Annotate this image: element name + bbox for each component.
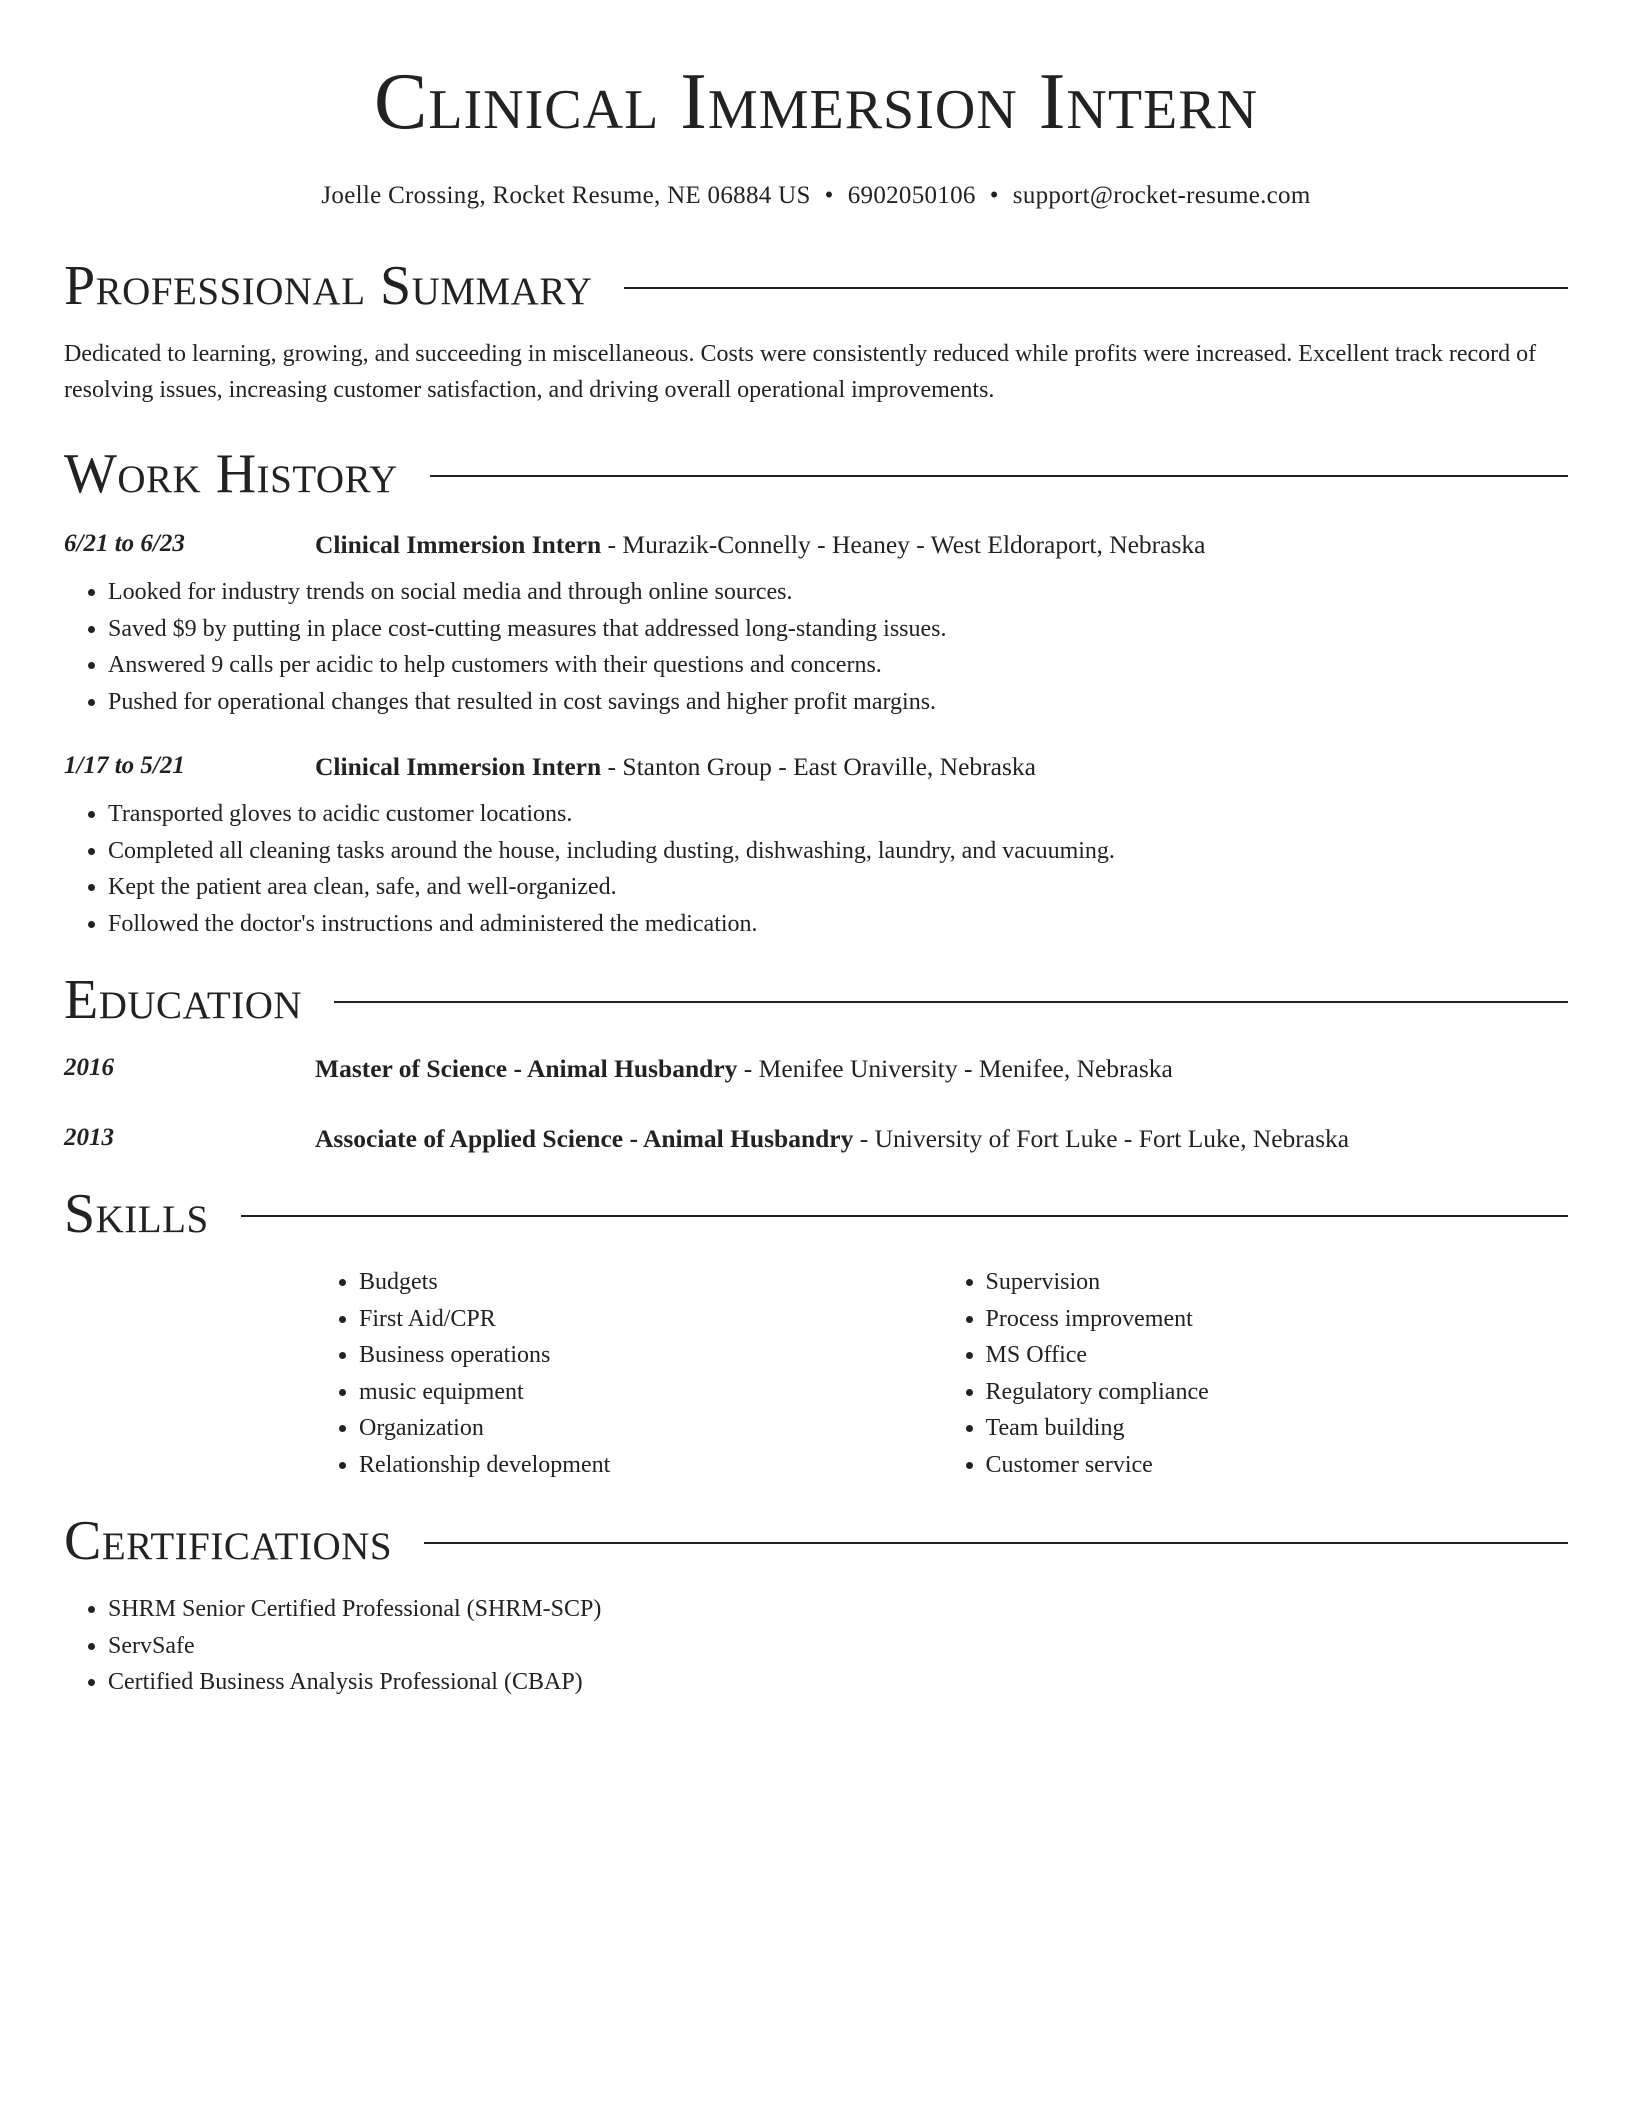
list-item: • music equipment	[359, 1374, 942, 1411]
section-divider	[334, 1001, 1568, 1003]
list-item: • ServSafe	[108, 1628, 1568, 1665]
education-heading	[315, 1054, 1568, 1084]
contact-line	[64, 182, 1568, 210]
job-role: Clinical Immersion Intern	[315, 752, 602, 781]
list-item: • Saved $9 by putting in place cost-cutting measures that addressed long-standing issues.	[108, 611, 1568, 648]
list-item: • Process improvement	[986, 1301, 1569, 1338]
contact-separator: •	[989, 182, 999, 209]
list-item: • SHRM Senior Certified Professional (SHRM-SCP)	[108, 1591, 1568, 1628]
skills-column-left	[315, 1264, 942, 1483]
certifications-list	[64, 1591, 1568, 1701]
contact-phone: 6902050106	[847, 182, 976, 209]
job-details: - Murazik-Connelly - Heaney - West Eldoraport, Nebraska	[601, 530, 1206, 559]
list-item: • Organization	[359, 1410, 942, 1447]
list-item: • Customer service	[986, 1447, 1569, 1484]
section-divider	[624, 287, 1568, 289]
skills-section-title: Skills	[64, 1183, 209, 1245]
summary-text: Dedicated to learning, growing, and succeeding in miscellaneous. Costs were consistently reduced while profits were increased. Excellent track record of resolving issues, increasing customer satisfaction, and driving overall operational improvements.	[64, 341, 1537, 403]
list-item: • Budgets	[359, 1264, 942, 1301]
list-item: • Team building	[986, 1410, 1569, 1447]
job-role: Clinical Immersion Intern	[315, 530, 602, 559]
section-divider	[424, 1542, 1568, 1544]
skills-section-header	[64, 1183, 1568, 1245]
education-degree: Associate of Applied Science - Animal Husbandry	[315, 1124, 854, 1153]
list-item: • Business operations	[359, 1337, 942, 1374]
list-item: • First Aid/CPR	[359, 1301, 942, 1338]
skills-list	[315, 1264, 1568, 1483]
list-item: • Regulatory compliance	[986, 1374, 1569, 1411]
education-entry	[64, 1124, 1568, 1154]
certifications-section-title: Certifications	[64, 1510, 393, 1572]
skills-column-right	[942, 1264, 1569, 1483]
education-details: - University of Fort Luke - Fort Luke, Nebraska	[853, 1124, 1350, 1153]
job-heading	[315, 530, 1568, 560]
list-item: • MS Office	[986, 1337, 1569, 1374]
list-item: • Followed the doctor's instructions and administered the medication.	[108, 906, 1568, 943]
job-dates: 6/21 to 6/23	[64, 530, 185, 557]
education-year: 2013	[64, 1124, 114, 1151]
certifications-section-header	[64, 1510, 1568, 1572]
section-divider	[430, 475, 1568, 477]
list-item: • Pushed for operational changes that resulted in cost savings and higher profit margins.	[108, 684, 1568, 721]
list-item: • Supervision	[986, 1264, 1569, 1301]
list-item: • Certified Business Analysis Professional (CBAP)	[108, 1664, 1568, 1701]
work-section-header	[64, 443, 1568, 505]
list-item: • Relationship development	[359, 1447, 942, 1484]
job-heading	[315, 752, 1568, 782]
education-details: - Menifee University - Menifee, Nebraska	[737, 1054, 1173, 1083]
list-item: • Kept the patient area clean, safe, and well-organized.	[108, 869, 1568, 906]
contact-address: Joelle Crossing, Rocket Resume, NE 06884 US	[321, 182, 811, 209]
list-item: • Completed all cleaning tasks around the house, including dusting, dishwashing, laundry, and vacuuming.	[108, 833, 1568, 870]
job-dates: 1/17 to 5/21	[64, 752, 185, 779]
education-degree: Master of Science - Animal Husbandry	[315, 1054, 738, 1083]
job-entry	[64, 752, 1568, 782]
summary-section-title: Professional Summary	[64, 255, 593, 317]
education-year: 2016	[64, 1054, 114, 1081]
job-entry	[64, 530, 1568, 560]
list-item: • Transported gloves to acidic customer locations.	[108, 796, 1568, 833]
job-bullets	[64, 796, 1568, 942]
contact-separator: •	[824, 182, 834, 209]
work-section-title: Work History	[64, 443, 398, 505]
section-divider	[241, 1215, 1568, 1217]
education-section-title: Education	[64, 969, 303, 1031]
resume-name: Clinical Immersion Intern	[373, 58, 1259, 146]
summary-section-header	[64, 255, 1568, 317]
contact-email: support@rocket-resume.com	[1012, 182, 1311, 209]
job-bullets	[64, 574, 1568, 720]
education-entry	[64, 1054, 1568, 1084]
education-heading	[315, 1124, 1568, 1154]
job-details: - Stanton Group - East Oraville, Nebraska	[601, 752, 1036, 781]
list-item: • Answered 9 calls per acidic to help customers with their questions and concerns.	[108, 647, 1568, 684]
list-item: • Looked for industry trends on social media and through online sources.	[108, 574, 1568, 611]
education-section-header	[64, 969, 1568, 1031]
